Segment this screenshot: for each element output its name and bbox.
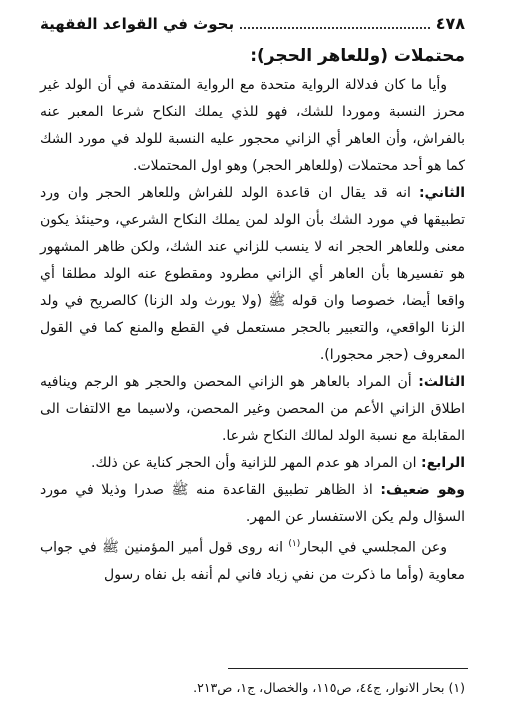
section-heading: محتملات (وللعاهر الحجر): xyxy=(250,46,465,66)
paragraph-lead: الثاني: xyxy=(418,185,465,201)
page-number: ٤٧٨ xyxy=(435,14,465,33)
paragraph-4: الرابع: ان المراد هو عدم المهر للزانية وأن الحجر كناية عن ذلك. xyxy=(91,455,465,471)
body-text xyxy=(40,72,465,589)
paragraph-lead: الثالث: xyxy=(418,374,465,390)
paragraph-lead: الرابع: xyxy=(421,455,465,471)
paragraph-3: الثالث: أن المراد بالعاهر هو الزاني المحصن والحجر هو الرجم وينافيه اطلاق الزاني الأعم من المحصن وغير المحصن، ولاسيما مع الالتفات الى المقابلة مع نسبة الولد لمالك النكاح شرعا. xyxy=(40,374,465,444)
paragraph-6: وعن المجلسي في البحار$^{(١)}$ انه روى قول أمير المؤمنين ﷺ في جواب معاوية (وأما ما ذكرت من نفي زياد فاني لم أنفه بل نفاه رسول xyxy=(40,539,465,583)
paragraph-2: الثاني: انه قد يقال ان قاعدة الولد للفراش وللعاهر الحجر وان ورد تطبيقها في مورد الشك بأن الولد لمن يملك النكاح الشرعي، وحينئذ يكون معنى وللعاهر الحجر انه لا ينسب للزاني عند الشك، ولكن ظاهر المشهور هو تفسيرها بأن العاهر أي الزاني مطرود ومقطوع عنه الولد مطلقا أي واقعا أيضا، خصوصا وان قوله ﷺ (ولا يورث ولد الزنا) كالصريح في ولد الزنا الواقعي، والتعبير بالحجر مستعمل في القطع والمنع كما في القول المعروف (حجر محجورا). xyxy=(40,185,465,363)
running-title: بحوث في القواعد الفقهية xyxy=(40,15,235,33)
footnote: (١) بحار الانوار، ج٤٤، ص١١٥، والخصال، ج١، ص٢١٣. xyxy=(193,680,465,695)
running-header xyxy=(40,14,465,36)
paragraph-1: وأيا ما كان فدلالة الرواية متحدة مع الرواية المتقدمة في أن الولد غير محرز النسبة وموردا للشك، فهو للذي يملك النكاح شرعا المعبر عنه بالفراش، وأن العاهر أي الزاني محجور عليه النسبة للولد في مورد الشك كما هو أحد محتملات (وللعاهر الحجر) وهو اول المحتملات. xyxy=(40,77,465,174)
paragraph-lead: وهو ضعيف: xyxy=(380,482,466,498)
footnote-separator xyxy=(228,668,468,669)
paragraph-5: وهو ضعيف: اذ الظاهر تطبيق القاعدة منه ﷺ صدرا وذيلا في مورد السؤال ولم يكن الاستفسار عن المهر. xyxy=(40,482,466,525)
footnote-ref[interactable]: (١) xyxy=(288,539,301,549)
header-dotted-leader xyxy=(240,27,430,29)
